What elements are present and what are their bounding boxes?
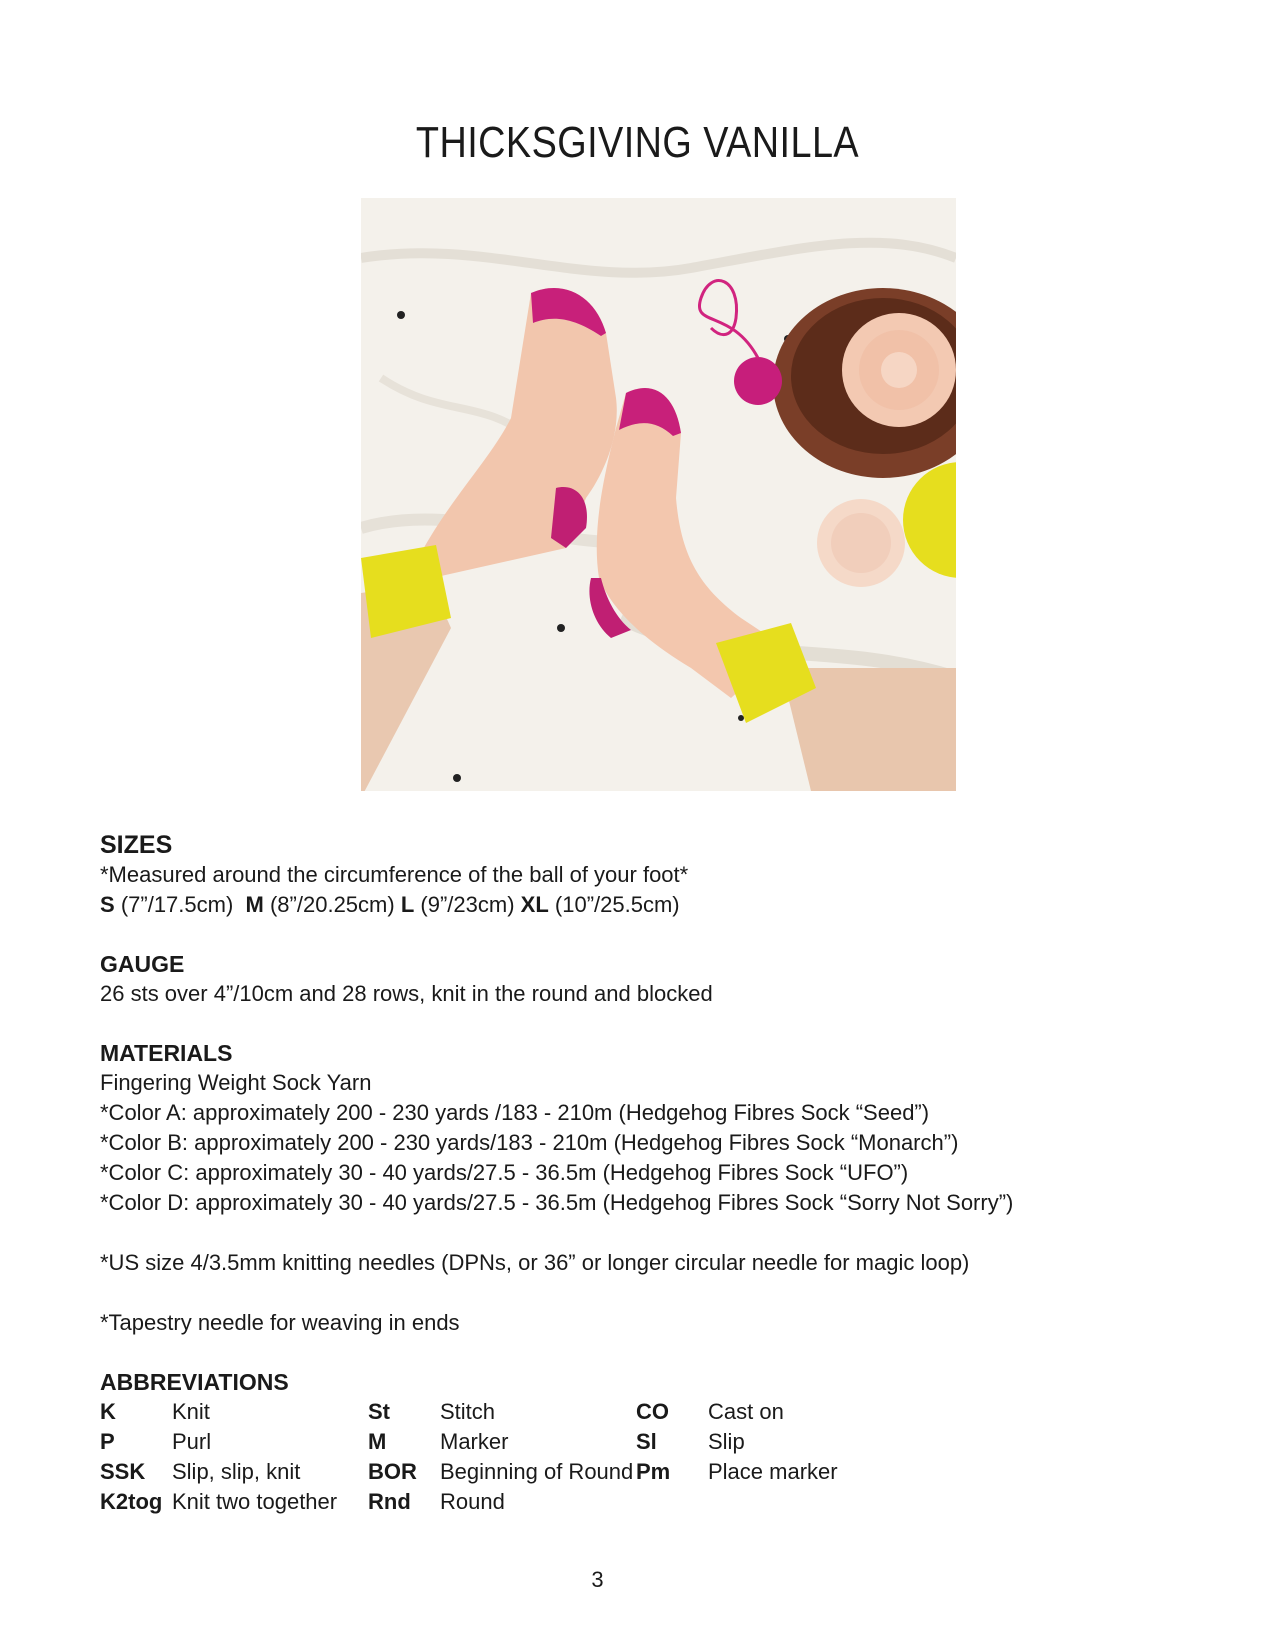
abbr-key: Sl: [636, 1429, 657, 1454]
color-b: *Color B: approximately 200 - 230 yards/183 - 210m (Hedgehog Fibres Sock “Monarch”): [100, 1130, 959, 1155]
pattern-details: [100, 830, 1200, 1546]
abbr-value: Place marker: [708, 1459, 838, 1484]
abbr-key: K2tog: [100, 1489, 163, 1514]
abbr-value: Marker: [440, 1429, 509, 1454]
abbr-key: Rnd: [368, 1489, 411, 1514]
abbr-value: Slip: [708, 1429, 745, 1454]
abbr-key: K: [100, 1399, 116, 1424]
abbreviations-section: [100, 1367, 1200, 1517]
abbr-value: Stitch: [440, 1399, 496, 1424]
color-a: *Color A: approximately 200 - 230 yards /183 - 210m (Hedgehog Fibres Sock “Seed”): [100, 1100, 930, 1125]
needles: *US size 4/3.5mm knitting needles (DPNs, or 36” or longer circular needle for magic loop): [100, 1250, 970, 1275]
abbreviations-heading: ABBREVIATIONS: [100, 1369, 289, 1395]
materials-section: [100, 1038, 1200, 1338]
abbr-value: Purl: [172, 1429, 212, 1454]
abbr-key: P: [100, 1429, 115, 1454]
gauge-section: [100, 949, 1200, 1009]
page-number: 3: [591, 1567, 604, 1592]
sizes-note: *Measured around the circumference of the ball of your foot*: [100, 862, 689, 887]
gauge-text: 26 sts over 4”/10cm and 28 rows, knit in the round and blocked: [100, 981, 713, 1006]
tapestry-needle: *Tapestry needle for weaving in ends: [100, 1310, 460, 1335]
materials-heading: MATERIALS: [100, 1040, 233, 1066]
abbr-key: CO: [636, 1399, 669, 1424]
size-code: L: [400, 892, 415, 917]
size-code: XL: [520, 892, 549, 917]
abbreviations-table: [100, 1397, 1200, 1517]
size-code: M: [245, 892, 264, 917]
abbr-value: Slip, slip, knit: [172, 1459, 301, 1484]
size-value: (8”/20.25cm): [269, 892, 395, 917]
size-value: (9”/23cm): [420, 892, 515, 917]
sizes-heading: SIZES: [100, 831, 173, 859]
abbr-value: Knit: [172, 1399, 210, 1424]
abbr-value: Cast on: [708, 1399, 784, 1424]
pattern-title: THICKSGIVING VANILLA: [415, 118, 860, 167]
sock-photo: [361, 198, 956, 791]
abbr-key: [636, 1487, 708, 1517]
abbr-key: St: [368, 1399, 390, 1424]
abbr-key: SSK: [100, 1459, 146, 1484]
gauge-heading: GAUGE: [100, 951, 185, 977]
abbr-value: Beginning of Round: [440, 1459, 634, 1484]
size-code: S: [100, 892, 115, 917]
size-value: (7”/17.5cm): [120, 892, 234, 917]
size-value: (10”/25.5cm): [554, 892, 680, 917]
color-c: *Color C: approximately 30 - 40 yards/27.5 - 36.5m (Hedgehog Fibres Sock “UFO”): [100, 1160, 909, 1185]
yarn-weight: Fingering Weight Sock Yarn: [100, 1070, 372, 1095]
abbr-key: BOR: [368, 1459, 417, 1484]
sizes-section: [100, 830, 1200, 920]
sizes-list: [100, 890, 1200, 920]
abbr-value: Knit two together: [172, 1489, 338, 1514]
abbr-value: Round: [440, 1489, 505, 1514]
color-d: *Color D: approximately 30 - 40 yards/27.5 - 36.5m (Hedgehog Fibres Sock “Sorry Not Sorry”): [100, 1190, 1014, 1215]
abbr-key: Pm: [636, 1459, 671, 1484]
abbr-key: M: [368, 1429, 387, 1454]
abbr-value: [708, 1487, 908, 1517]
